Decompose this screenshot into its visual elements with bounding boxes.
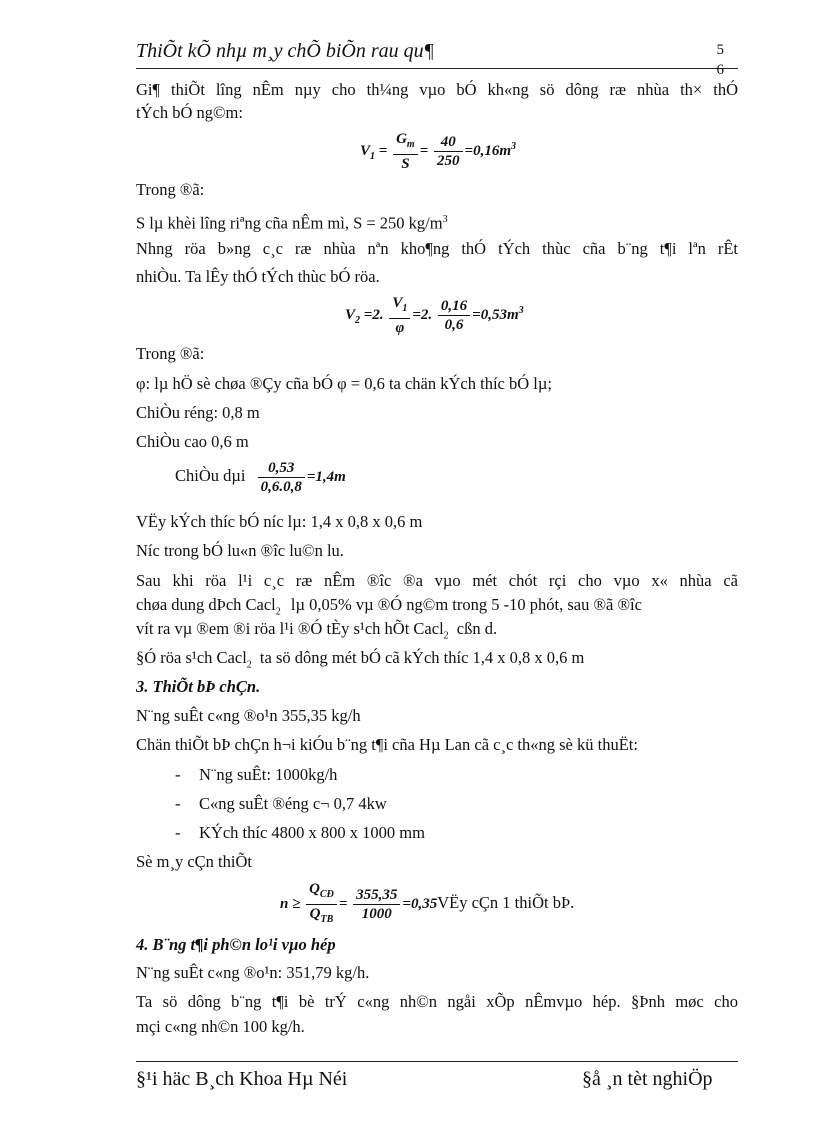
paragraph-line: Gi¶ thiÕt lîng nÊm nµy cho th¼ng vµo bÓ kh«ng sö dông ræ nhùa th× thÓ (136, 80, 738, 99)
eq-num: 0,53 (258, 459, 305, 478)
eq-den: 1000 (361, 906, 392, 922)
footer-left: §¹i häc B¸ch Khoa Hµ Néi (136, 1068, 348, 1090)
text: §Ó röa s¹ch Cacl (136, 648, 247, 667)
text: ta sö dông mét bÓ cã kÝch thíc 1,4 x 0,8 x 0,6 m (259, 648, 585, 667)
paragraph-line: φ: lµ hÖ sè chøa ®Çy cña bÓ φ = 0,6 ta chän kÝch thíc bÓ lµ; (136, 374, 552, 393)
eq-symbol: V (360, 142, 371, 159)
paragraph-line: Trong ®ã: (136, 180, 205, 199)
text: S lµ khèi lîng riªng cña nÊm mì, S = 250 kg/m (136, 213, 443, 233)
text: chøa dung dÞch Cacl (136, 595, 276, 614)
eq-num: 40 (434, 133, 463, 152)
eq-den: 0,6 (444, 317, 464, 333)
paragraph-line: Ta sö dông b¨ng t¶i bè trÝ c«ng nh©n ngåi xÕp nÊmvµo hép. §Þnh møc cho (136, 992, 738, 1011)
paragraph-line: ChiÒu cao 0,6 m (136, 432, 249, 451)
eq-den: Q (309, 906, 321, 922)
eq-den: 0,6.0,8 (260, 479, 302, 495)
paragraph-line: Níc trong bÓ lu«n ®îc lu©n lu. (136, 541, 344, 560)
footer-rule (136, 1061, 738, 1062)
bullet-dash: - (175, 823, 181, 842)
eq-num: G (396, 131, 407, 147)
eq-sub: TB (320, 914, 334, 925)
eq-coef: 2 (372, 306, 380, 323)
list-item-text: N¨ng suÊt: 1000kg/h (199, 765, 338, 784)
paragraph-line: Sè m¸y cÇn thiÕt (136, 852, 252, 871)
eq-sub: CĐ (319, 889, 334, 900)
eq-result: 1,4m (315, 468, 346, 485)
list-item (175, 822, 425, 844)
equation-volume-2: $V_2 =2$. $\frac{V_1}{\varphi}$ =2. $\frac{0,16}{0,6}$ $=0,53m^3$ (345, 295, 524, 336)
eq-sup: 3 (511, 140, 516, 152)
subscript: 2 (443, 630, 449, 642)
eq-sub: 1 (402, 303, 408, 314)
equation-length: $\frac{0,53}{0,6.0,8}$ =1,4m (256, 459, 346, 496)
paragraph-line: Chän thiÕt bÞ chÇn h¬i kiÓu b¨ng t¶i cña Hµ Lan cã c¸c th«ng sè kü thuËt: (136, 735, 638, 754)
text: vít ra vµ ®em ®i röa l¹i ®Ó tÈy s¹ch hÕt Cacl (136, 619, 444, 638)
eq-symbol: V (345, 306, 356, 323)
eq-symbol: n ≥ (280, 895, 301, 912)
footer-right: §å ¸n tèt nghiÖp (582, 1068, 713, 1090)
superscript: 3 (442, 214, 448, 225)
equation-volume-1: $V_1$ = $\frac{G_m}{S}$ = $\frac{40}{250}$ $=0,16m^3$ (360, 131, 516, 172)
eq-num: 355,35 (353, 886, 400, 905)
paragraph-line: mçi c«ng nh©n 100 kg/h. (136, 1017, 305, 1036)
subscript: 2 (275, 606, 281, 618)
paragraph-line: Trong ®ã: (136, 344, 205, 363)
eq-sup: 3 (518, 304, 524, 316)
eq-den: 250 (437, 153, 460, 169)
paragraph-line: N¨ng suÊt c«ng ®o¹n 355,35 kg/h (136, 706, 361, 725)
eq-result: 0,53m (480, 306, 519, 323)
page-header (136, 38, 738, 78)
list-item-text: KÝch thíc 4800 x 800 x 1000 mm (199, 823, 425, 842)
paragraph-line (136, 618, 738, 647)
paragraph-line: N¨ng suÊt c«ng ®o¹n: 351,79 kg/h. (136, 963, 370, 982)
equation-machine-count: n ≥ $\frac{Q_{CĐ}}{Q_{TB}}$ = $\frac{355,35}{1000}$ =0,35VËy cÇn 1 thiÕt bÞ. (280, 881, 575, 925)
page-number: 5 6 (716, 42, 724, 78)
eq-result: 0,35 (410, 895, 438, 912)
header-title: ThiÕt kÕ nhµ m¸y chÕ biÕn rau qu¶ (136, 40, 435, 62)
text: lµ 0,05% vµ ®Ó ng©m trong 5 -10 phót, sau ®ã ®îc (290, 595, 642, 614)
length-line (175, 459, 475, 496)
eq-num: V (392, 295, 403, 311)
subscript: 2 (246, 659, 252, 671)
eq-den: φ (395, 320, 405, 336)
text: ChiÒu dµi (175, 465, 246, 485)
section-heading: 3. ThiÕt bÞ chÇn. (136, 677, 261, 696)
text: cßn d. (456, 619, 498, 638)
eq-sub: 1 (370, 150, 376, 162)
list-item (175, 764, 337, 786)
list-item (175, 793, 387, 815)
eq-sub: m (406, 139, 415, 150)
eq-coef: 2 (420, 306, 429, 323)
eq-result: 0,16m (473, 142, 511, 159)
paragraph-line: Nhng röa b»ng c¸c ræ nhùa nªn kho¶ng thÓ tÝch thùc cña b¨ng t¶i lªn rÊt (136, 239, 738, 258)
bullet-dash: - (175, 794, 181, 813)
paragraph-line (136, 647, 738, 676)
paragraph-line (136, 209, 738, 235)
eq-sub: 2 (355, 314, 361, 326)
eq-num: Q (309, 881, 320, 897)
eq-tail-text: VËy cÇn 1 thiÕt bÞ. (437, 892, 575, 912)
paragraph-line: ChiÒu réng: 0,8 m (136, 403, 260, 422)
section-heading: 4. B¨ng t¶i ph©n lo¹i vµo hép (136, 935, 336, 954)
paragraph-line: VËy kÝch thíc bÓ níc lµ: 1,4 x 0,8 x 0,6 m (136, 512, 423, 531)
paragraph-line: nhiÒu. Ta lÊy thÓ tÝch thùc bÓ röa. (136, 267, 380, 286)
bullet-dash: - (175, 765, 181, 784)
eq-den: S (401, 156, 410, 172)
paragraph-line: tÝch bÓ ng©m: (136, 103, 243, 122)
paragraph-line: Sau khi röa l¹i c¸c ræ nÊm ®îc ®a vµo mét chót rçi cho vµo x« nhùa cã (136, 571, 738, 590)
eq-num: 0,16 (438, 297, 470, 316)
list-item-text: C«ng suÊt ®éng c¬ 0,7 4kw (199, 794, 387, 813)
